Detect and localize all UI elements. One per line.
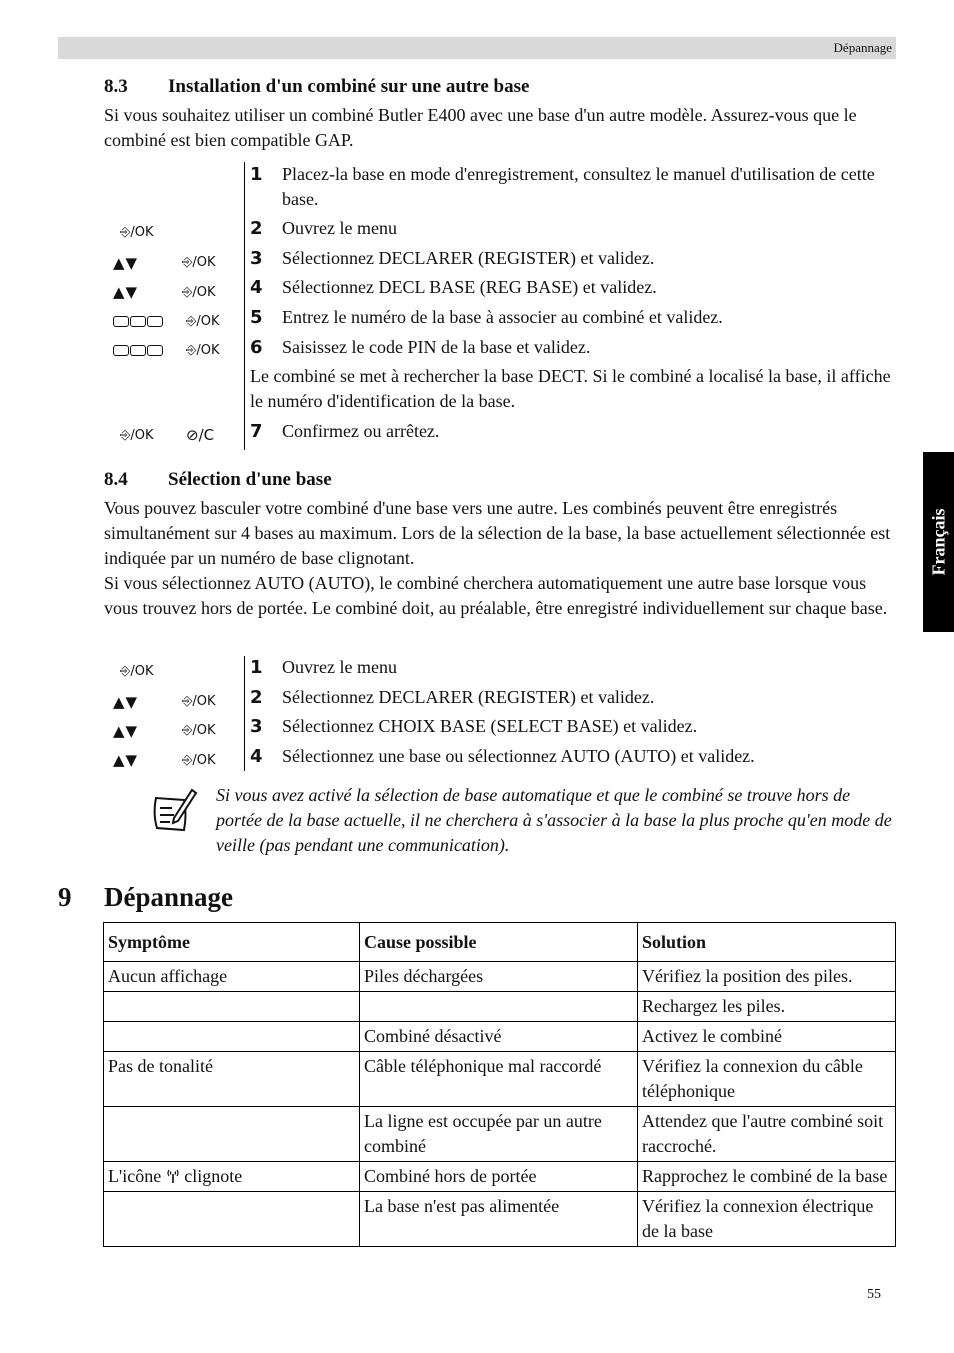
table-cell: Rapprochez le combiné de la base	[638, 1162, 896, 1192]
table-row	[104, 1192, 896, 1247]
table-cell	[104, 1107, 360, 1162]
language-tab-label: Français	[928, 508, 948, 576]
table-cell: Vérifiez la connexion électrique de la base	[638, 1192, 896, 1247]
table-cell: La base n'est pas alimentée	[360, 1192, 638, 1247]
arrow-keys-icon: ▲▼	[113, 283, 139, 301]
steps-divider	[244, 656, 245, 771]
column-header: Symptôme	[104, 923, 360, 962]
table-cell: La ligne est occupée par un autre combiné	[360, 1107, 638, 1162]
section-8-4-heading: 8.4 Sélection d'une base	[104, 469, 332, 490]
table-row	[104, 1162, 896, 1192]
table-row	[104, 962, 896, 992]
table-row	[104, 1107, 896, 1162]
table-cell: Rechargez les piles.	[638, 992, 896, 1022]
antenna-signal-icon	[166, 1168, 180, 1184]
table-cell: Activez le combiné	[638, 1022, 896, 1052]
table-row	[104, 1052, 896, 1107]
ok-key-icon: ⎆/OK	[182, 753, 216, 768]
table-cell	[104, 1192, 360, 1247]
table-cell: Attendez que l'autre combiné soit raccroché.	[638, 1107, 896, 1162]
ok-key-icon: ⎆/OK	[182, 694, 216, 709]
step-item: 5 Entrez le numéro de la base à associer au combiné et validez.	[250, 307, 723, 328]
ok-key-icon: ⎆/OK	[182, 723, 216, 738]
ok-key-icon: ⎆/OK	[186, 343, 220, 358]
step-item: 2 Sélectionnez DECLARER (REGISTER) et validez.	[250, 687, 655, 708]
troubleshooting-table	[103, 922, 896, 1247]
table-cell: Combiné hors de portée	[360, 1162, 638, 1192]
table-cell: Vérifiez la connexion du câble téléphonique	[638, 1052, 896, 1107]
step-item: 1 Ouvrez le menu	[250, 657, 397, 678]
step-item: 3 Sélectionnez CHOIX BASE (SELECT BASE) et validez.	[250, 716, 698, 737]
ok-key-icon: ⎆/OK	[182, 285, 216, 300]
keypad-icon	[113, 343, 163, 358]
ok-key-icon: ⎆/OK	[120, 428, 154, 443]
running-header	[58, 37, 896, 59]
cancel-key-icon: ⊘/C	[186, 426, 215, 444]
arrow-keys-icon: ▲▼	[113, 751, 139, 769]
section-8-3-heading: 8.3 Installation d'un combiné sur une autre base	[104, 76, 530, 97]
step-item: 6 Saisissez le code PIN de la base et validez.	[250, 337, 591, 358]
table-cell: Vérifiez la position des piles.	[638, 962, 896, 992]
steps-divider	[244, 162, 245, 450]
step-item: 7 Confirmez ou arrêtez.	[250, 421, 440, 442]
note-text: Si vous avez activé la sélection de base automatique et que le combiné se trouve hors de portée de la base actuelle, il ne cherchera à s'associer à la base la plus proche qu'en mode de veille (pas pendant une communication).	[216, 785, 892, 855]
table-row	[104, 1022, 896, 1052]
section-8-3-intro: Si vous souhaitez utiliser un combiné Butler E400 avec une base d'un autre modèle. Assurez-vous que le combiné est bien compatible GAP.	[104, 105, 857, 150]
keypad-icon	[113, 314, 163, 329]
ok-key-icon: ⎆/OK	[182, 255, 216, 270]
table-cell: Pas de tonalité	[104, 1052, 360, 1107]
section-8-4-intro: Vous pouvez basculer votre combiné d'une base vers une autre. Les combinés peuvent être enregistrés simultanément sur 4 bases au maximum. Lors de la sélection de la base, la base actuellement sélectionnée est indiquée par un numéro de base clignotant.	[104, 498, 891, 568]
ok-key-icon: ⎆/OK	[186, 314, 220, 329]
table-row	[104, 992, 896, 1022]
page-number: 55	[867, 1287, 881, 1302]
ok-key-icon: ⎆/OK	[120, 664, 154, 679]
table-cell	[360, 992, 638, 1022]
step-item: 4 Sélectionnez DECL BASE (REG BASE) et validez.	[250, 277, 657, 298]
step-item: 2 Ouvrez le menu	[250, 218, 397, 239]
table-cell: Combiné désactivé	[360, 1022, 638, 1052]
table-cell	[104, 1022, 360, 1052]
table-cell: Aucun affichage	[104, 962, 360, 992]
running-title: Dépannage	[833, 40, 892, 55]
column-header: Solution	[638, 923, 896, 962]
note-pencil-icon	[148, 784, 198, 836]
arrow-keys-icon: ▲▼	[113, 254, 139, 272]
table-cell: L'icône clignote	[104, 1162, 360, 1192]
arrow-keys-icon: ▲▼	[113, 722, 139, 740]
section-8-4-intro-2: Si vous sélectionnez AUTO (AUTO), le combiné cherchera automatiquement une autre base lorsque vous vous trouvez hors de portée. Le combiné doit, au préalable, être enregistré individuellement sur chaque base.	[104, 573, 888, 618]
table-cell	[104, 992, 360, 1022]
section-9-heading: 9 Dépannage	[58, 882, 234, 912]
table-cell: Piles déchargées	[360, 962, 638, 992]
step-item: 3 Sélectionnez DECLARER (REGISTER) et validez.	[250, 248, 655, 269]
column-header: Cause possible	[360, 923, 638, 962]
table-header-row	[104, 923, 896, 962]
table-cell: Câble téléphonique mal raccordé	[360, 1052, 638, 1107]
arrow-keys-icon: ▲▼	[113, 693, 139, 711]
ok-key-icon: ⎆/OK	[120, 225, 154, 240]
language-tab	[923, 452, 954, 632]
step-item: 1 Placez-la base en mode d'enregistrement, consultez le manuel d'utilisation de cette base.	[250, 164, 875, 209]
step-info: Le combiné se met à rechercher la base DECT. Si le combiné a localisé la base, il affiche le numéro d'identification de la base.	[250, 366, 891, 411]
step-item: 4 Sélectionnez une base ou sélectionnez AUTO (AUTO) et validez.	[250, 746, 755, 767]
